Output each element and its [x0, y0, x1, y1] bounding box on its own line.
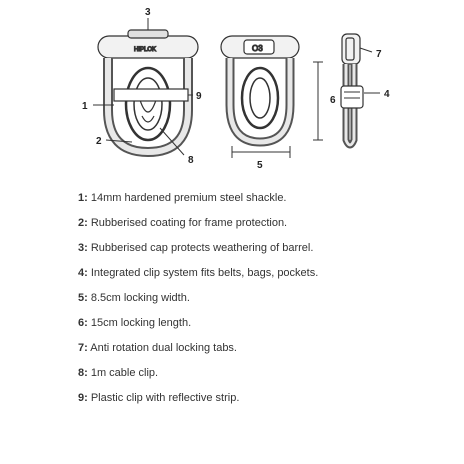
feature-item-9: 9: Plastic clip with reflective strip.	[78, 392, 240, 404]
cable-loop-outer	[126, 68, 170, 140]
rear-cable-inner	[250, 78, 270, 118]
brand-label: HIPLOK	[134, 47, 157, 53]
feature-item-2: 2: Rubberised coating for frame protection.	[78, 217, 288, 229]
rear-view	[221, 36, 323, 158]
callout-3: 3	[145, 7, 151, 18]
callout-9: 9	[196, 91, 202, 102]
feature-item-4: 4: Integrated clip system fits belts, bags, pockets.	[78, 267, 319, 279]
callout-2: 2	[96, 136, 102, 147]
front-view	[98, 30, 198, 152]
button-label: O3	[252, 44, 263, 53]
side-view	[341, 34, 363, 145]
feature-item-6: 6: 15cm locking length.	[78, 317, 192, 329]
rear-shackle	[230, 58, 290, 142]
feature-item-7: 7: Anti rotation dual locking tabs.	[78, 342, 237, 354]
reflective-strip	[114, 89, 188, 101]
callout-4: 4	[384, 89, 390, 100]
callout-8: 8	[188, 155, 194, 166]
feature-item-8: 8: 1m cable clip.	[78, 367, 159, 379]
feature-list	[78, 192, 378, 417]
rear-cable-outer	[242, 68, 278, 128]
callout-6: 6	[330, 95, 336, 106]
callout-7: 7	[376, 49, 382, 60]
feature-item-5: 5: 8.5cm locking width.	[78, 292, 190, 304]
shackle-coating	[108, 58, 188, 152]
callout-5: 5	[257, 160, 263, 171]
lock-cap	[128, 30, 168, 38]
feature-item-3: 3: Rubberised cap protects weathering of barrel.	[78, 242, 314, 254]
lock-diagram	[0, 0, 464, 180]
feature-item-1: 1: 14mm hardened premium steel shackle.	[78, 192, 287, 204]
callout-1: 1	[82, 101, 88, 112]
side-clip	[341, 86, 363, 108]
